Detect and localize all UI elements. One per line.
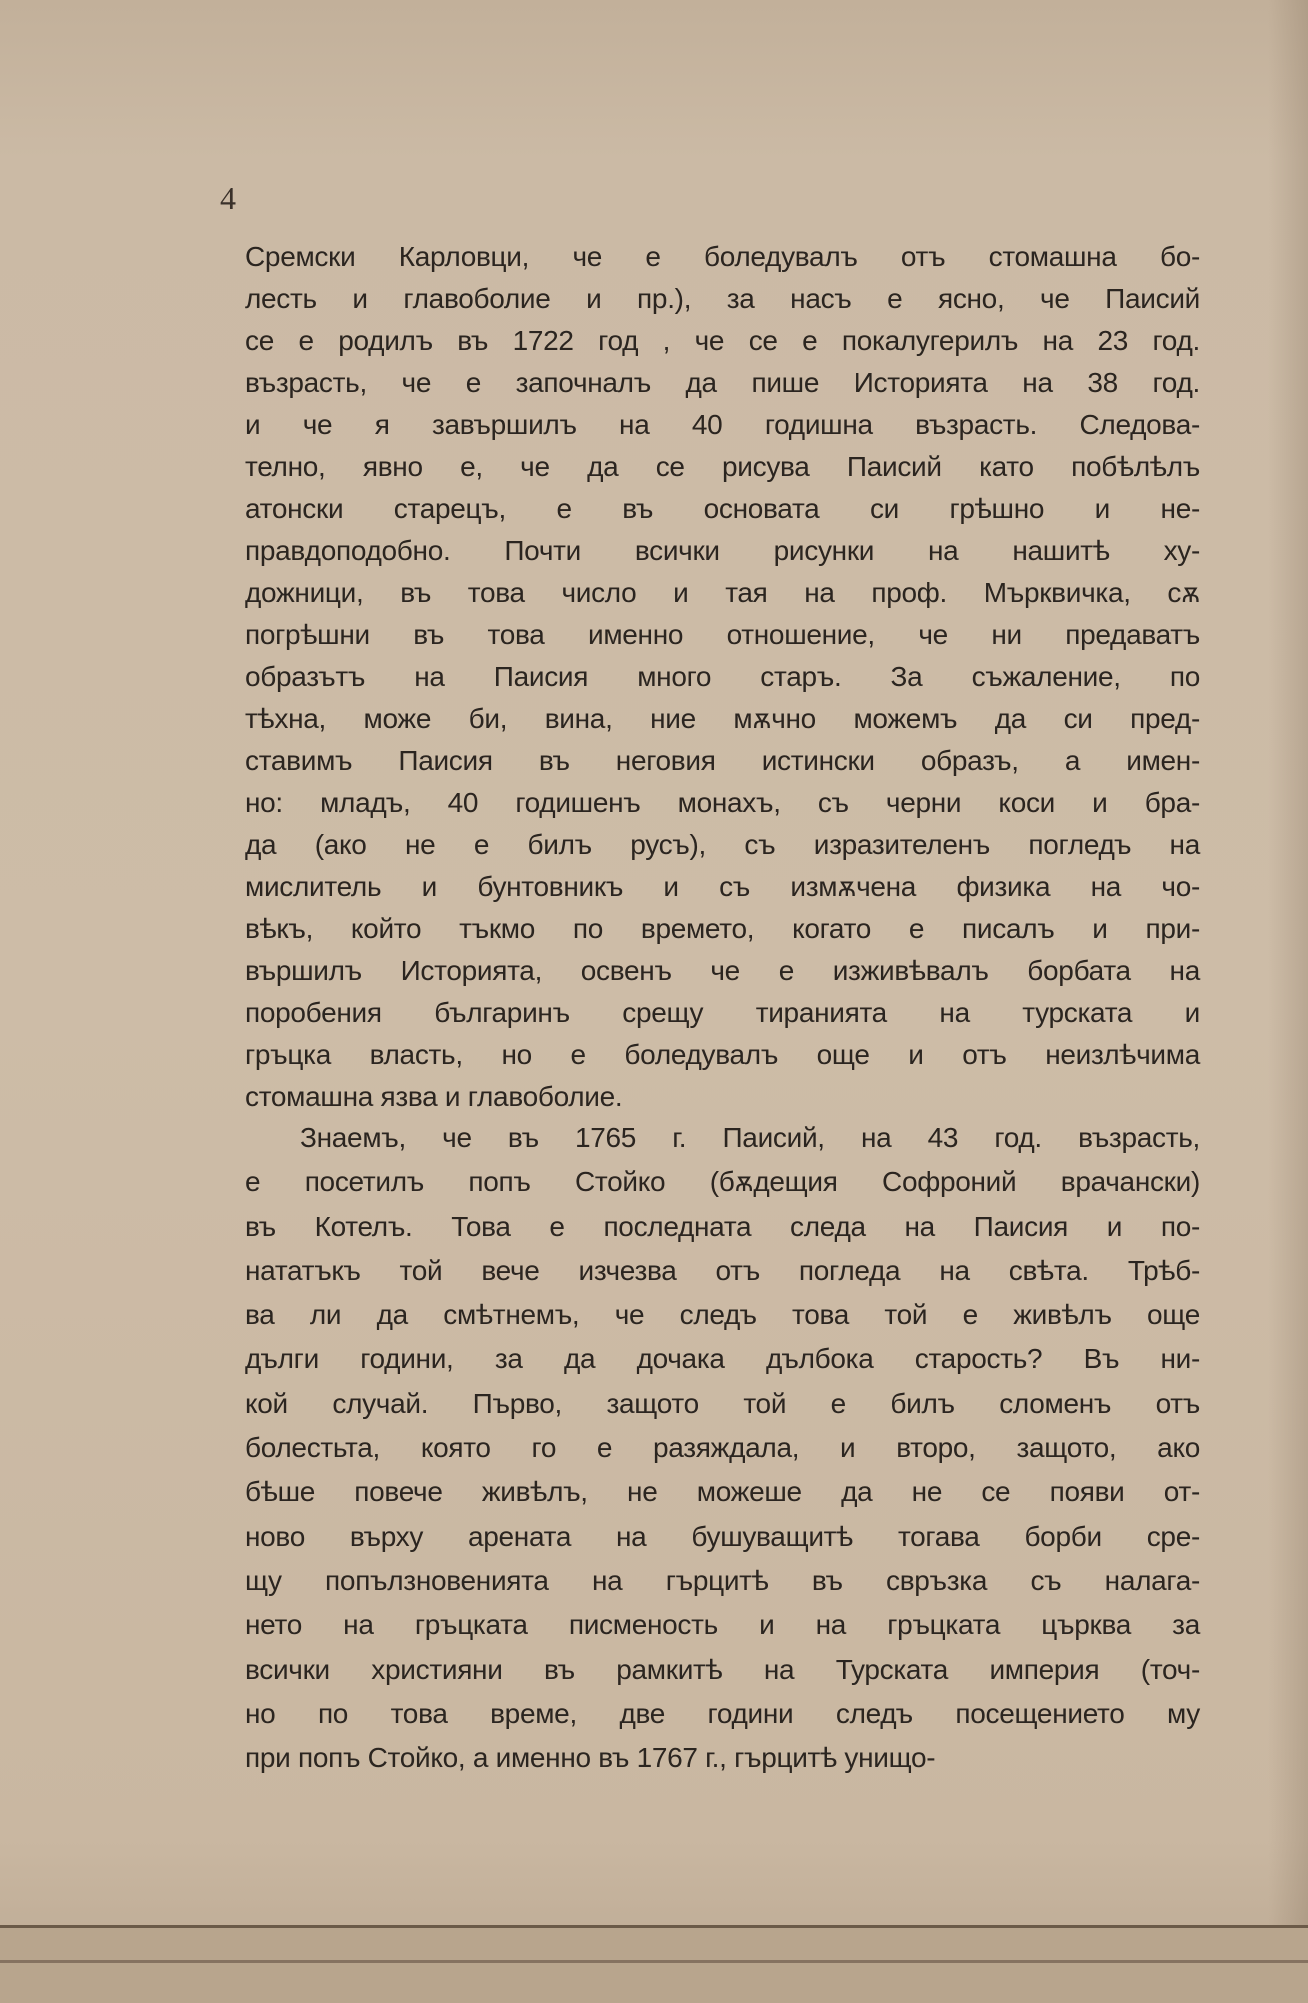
text-line: вършилъ Историята, освенъ че е изживѣвалъ борбата на (245, 955, 1200, 986)
page-bottom-edge (0, 1925, 1308, 2003)
text-line: образътъ на Паисия много старъ. За съжаление, по (245, 661, 1200, 692)
text-line: ново върху арената на бушуващитѣ тогава борби сре- (245, 1520, 1200, 1552)
text-line: е посетилъ попъ Стойко (бѫдещия Софроний врачански) (245, 1166, 1200, 1198)
text-line: Сремски Карловци, че е боледувалъ отъ стомашна бо- (245, 241, 1200, 272)
text-line: вѣкъ, който тъкмо по времето, когато е писалъ и при- (245, 913, 1200, 944)
text-line: щу попълзновенията на гърцитѣ въ свръзка съ налага- (245, 1564, 1200, 1596)
text-line: правдоподобно. Почти всички рисунки на нашитѣ ху- (245, 535, 1200, 566)
text-line: ставимъ Паисия въ неговия истински образъ, а имен- (245, 745, 1200, 776)
text-line: всички християни въ рамкитѣ на Турската империя (точ- (245, 1653, 1200, 1685)
text-line: поробения българинъ срещу тиранията на турската и (245, 997, 1200, 1028)
text-line: тѣхна, може би, вина, ние мѫчно можемъ да си пред- (245, 703, 1200, 734)
text-line: дожници, въ това число и тая на проф. Мърквичка, сѫ (245, 577, 1200, 608)
text-line: възрасть, че е започналъ да пише Историята на 38 год. (245, 367, 1200, 398)
text-line: стомашна язва и главоболие. (245, 1081, 623, 1112)
text-line: дълги години, за да дочака дълбока старость? Въ ни- (245, 1343, 1200, 1375)
text-line: гръцка власть, но е боледувалъ още и отъ неизлѣчима (245, 1039, 1200, 1070)
text-line: болестьта, която го е разяждала, и второ, защото, ако (245, 1432, 1200, 1464)
paragraph-1 (245, 236, 1200, 1118)
text-line: се е родилъ въ 1722 год , че се е покалугерилъ на 23 год. (245, 325, 1200, 356)
text-line: да (ако не е билъ русъ), съ изразителенъ погледъ на (245, 829, 1200, 860)
text-line: нето на гръцката писменость и на гръцката църква за (245, 1609, 1200, 1641)
text-line: Знаемъ, че въ 1765 г. Паисий, на 43 год. възрасть, (300, 1122, 1200, 1153)
text-line: при попъ Стойко, а именно въ 1767 г., гърцитѣ унищо- (245, 1742, 936, 1774)
text-line: и че я завършилъ на 40 годишна възрасть. Следова- (245, 409, 1200, 440)
page-number: 4 (220, 180, 236, 216)
text-line: бѣше повече живѣлъ, не можеше да не се появи от- (245, 1476, 1200, 1508)
text-line: погрѣшни въ това именно отношение, че ни предаватъ (245, 619, 1200, 650)
text-line: кой случай. Първо, защото той е билъ сломенъ отъ (245, 1387, 1200, 1419)
text-line: телно, явно е, че да се рисува Паисий като побѣлѣлъ (245, 451, 1200, 482)
page-bottom-line (0, 1960, 1308, 1963)
text-line: атонски старецъ, е въ основата си грѣшно и не- (245, 493, 1200, 524)
text-line: мислитель и бунтовникъ и съ измѫчена физика на чо- (245, 871, 1200, 902)
text-line: но: младъ, 40 годишенъ монахъ, съ черни коси и бра- (245, 787, 1200, 818)
page-edge-shadow (1268, 0, 1308, 2000)
text-line: нататъкъ той вече изчезва отъ погледа на свѣта. Трѣб- (245, 1254, 1200, 1286)
text-line: но по това време, две години следъ посещението му (245, 1697, 1200, 1729)
paragraph-2 (245, 1116, 1200, 1780)
text-line: въ Котелъ. Това е последната следа на Паисия и по- (245, 1210, 1200, 1242)
text-line: ва ли да смѣтнемъ, че следъ това той е живѣлъ още (245, 1299, 1200, 1331)
text-line: лесть и главоболие и пр.), за насъ е ясно, че Паисий (245, 283, 1200, 314)
